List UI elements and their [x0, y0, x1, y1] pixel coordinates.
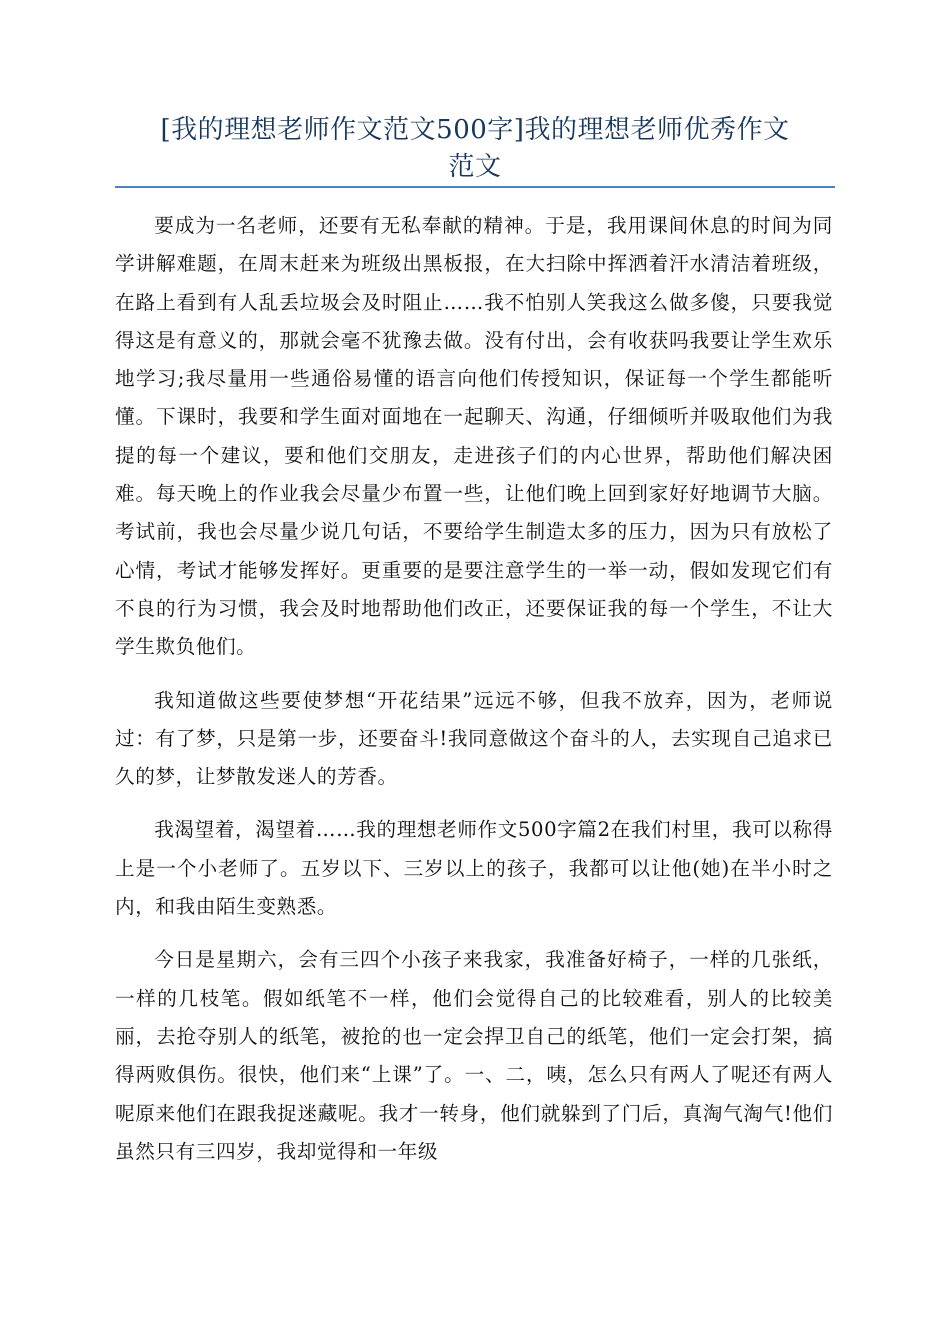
paragraph-3: 我渴望着，渴望着……我的理想老师作文500字篇2在我们村里，我可以称得上是一个小老师了。五岁以下、三岁以上的孩子，我都可以让他(她)在半小时之内，和我由陌生变熟悉。: [115, 818, 833, 919]
title-line-2: 范文: [448, 152, 502, 182]
title-line-1: [我的理想老师作文范文500字]我的理想老师优秀作文: [160, 115, 790, 145]
paragraph-1: 要成为一名老师，还要有无私奉献的精神。于是，我用课间休息的时间为同学讲解难题，在周末赶来为班级出黑板报，在大扫除中挥洒着汗水清洁着班级，在路上看到有人乱丢垃圾会及时阻止……我不怕别人笑我这么做多傻，只要我觉得这是有意义的，那就会毫不犹豫去做。没有付出，会有收获吗我要让学生欢乐地学习;我尽量用一些通俗易懂的语言向他们传授知识，保证每一个学生都能听懂。下课时，我要和学生面对面地在一起聊天、沟通，仔细倾听并吸取他们为我提的每一个建议，要和他们交朋友，走进孩子们的内心世界，帮助他们解决困难。每天晚上的作业我会尽量少布置一些，让他们晚上回到家好好地调节大脑。考试前，我也会尽量少说几句话，不要给学生制造太多的压力，因为只有放松了心情，考试才能够发挥好。更重要的是要注意学生的一举一动，假如发现它们有不良的行为习惯，我会及时地帮助他们改正，还要保证我的每一个学生，不让大学生欺负他们。: [115, 214, 833, 659]
paragraph-2: 我知道做这些要使梦想“开花结果”远远不够，但我不放弃，因为，老师说过：有了梦，只是第一步，还要奋斗!我同意做这个奋斗的人，去实现自己追求已久的梦，让梦散发迷人的芳香。: [115, 688, 833, 789]
title-underline: [115, 186, 835, 188]
paragraph-4: 今日是星期六，会有三四个小孩子来我家，我准备好椅子，一样的几张纸，一样的几枝笔。假如纸笔不一样，他们会觉得自己的比较难看，别人的比较美丽，去抢夺别人的纸笔，被抢的也一定会捍卫自己的纸笔，他们一定会打架，搞得两败俱伤。很快，他们来“上课”了。一、二，咦，怎么只有两人了呢还有两人呢原来他们在跟我捉迷藏呢。我才一转身，他们就躲到了门后，真淘气淘气!他们虽然只有三四岁，我却觉得和一年级: [115, 948, 833, 1163]
page-title: [115, 112, 835, 186]
title-block: [115, 112, 835, 186]
document-body: [115, 207, 833, 1186]
